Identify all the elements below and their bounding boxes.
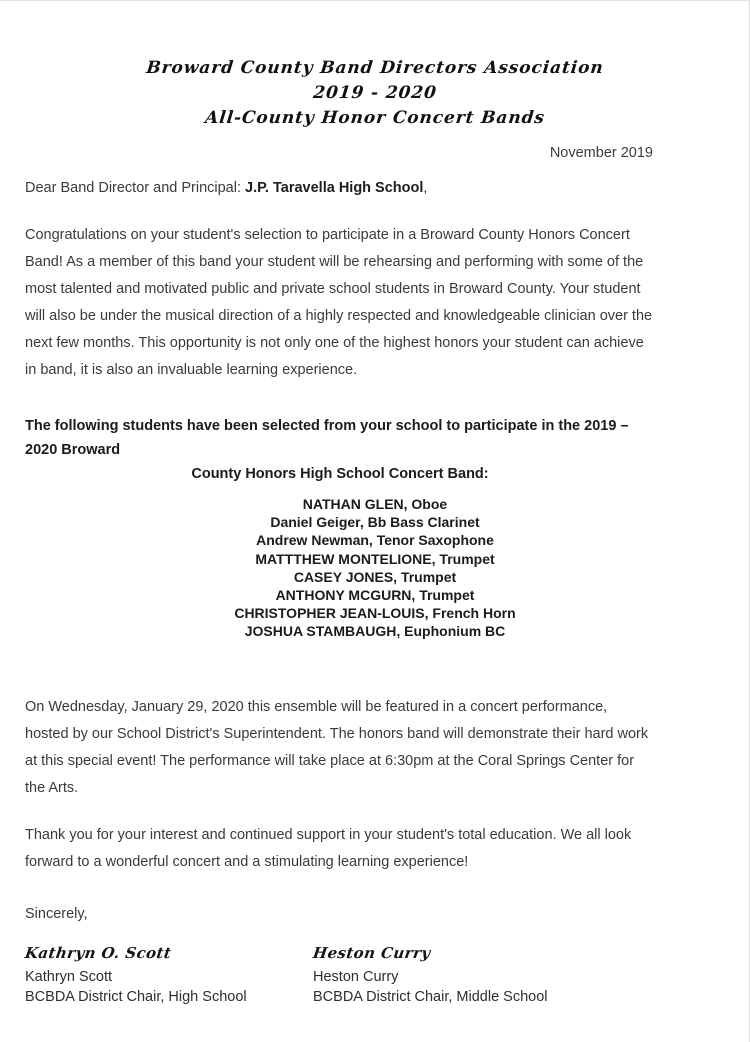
- selection-heading-line1: The following students have been selected from your school to participate in the 2019 – 2020 Broward: [25, 418, 629, 458]
- signature-block-middle-school: [313, 944, 613, 1007]
- letterhead-school-year: 2019 - 2020: [312, 83, 438, 103]
- salutation: [25, 180, 725, 196]
- student-row: Andrew Newman, Tenor Saxophone: [256, 532, 494, 549]
- handwritten-signature: Heston Curry: [311, 943, 432, 962]
- letterhead-program-title: All-County Honor Concert Bands: [204, 108, 546, 128]
- closing-sincerely: Sincerely,: [25, 905, 88, 922]
- student-row: NATHAN GLEN, Oboe: [302, 496, 448, 512]
- letterhead-organization: Broward County Band Directors Association: [145, 58, 605, 78]
- student-row: CASEY JONES, Trumpet: [293, 568, 457, 585]
- paragraph-concert-details: On Wednesday, January 29, 2020 this ensemble will be featured in a concert performance, hosted by our School District's Superintendent. The honors band will demonstrate their hard work at this special event! The performance will take place at 6:30pm at the Coral Springs Center for the Arts.: [25, 698, 649, 796]
- student-row: CHRISTOPHER JEAN-LOUIS, French Horn: [234, 605, 516, 622]
- salutation-suffix: ,: [423, 180, 428, 196]
- letterhead: [25, 56, 725, 131]
- student-row: ANTHONY MCGURN, Trumpet: [275, 587, 475, 604]
- signature-printed-name: Heston Curry: [313, 968, 399, 985]
- signature-printed-name: Kathryn Scott: [25, 968, 113, 985]
- handwritten-signature: Kathryn O. Scott: [23, 943, 173, 962]
- letter-sheet: [0, 1, 750, 1042]
- signature-title: BCBDA District Chair, Middle School: [313, 988, 548, 1005]
- selection-heading: [25, 414, 655, 486]
- paragraph-intro: Congratulations on your student's selection to participate in a Broward County Honors Concert Band! As a member of this band your student will be rehearsing and performing with some of the most talented and motivated public and private school students in Broward County. Your student will also be under the musical direction of a highly respected and knowledgeable clinician over the next few months. This opportunity is not only one of the highest honors your student can achieve in band, it is also an invaluable learning experience.: [25, 227, 653, 378]
- spacer-before-concert: [25, 641, 725, 694]
- paragraph-thank-you: Thank you for your interest and continued support in your student's total education. We all look forward to a wonderful concert and a stimulating learning experience!: [25, 826, 632, 870]
- letter-date: November 2019: [549, 145, 653, 161]
- signature-area: [25, 944, 725, 1007]
- selection-heading-line2: County Honors High School Concert Band:: [191, 466, 489, 482]
- student-row: MATTTHEW MONTELIONE, Trumpet: [255, 550, 495, 567]
- student-row: JOSHUA STAMBAUGH, Euphonium BC: [244, 623, 506, 640]
- signature-block-high-school: [25, 944, 313, 1007]
- salutation-prefix: Dear Band Director and Principal:: [25, 180, 246, 196]
- salutation-school-name: J.P. Taravella High School: [245, 180, 424, 196]
- student-row: Daniel Geiger, Bb Bass Clarinet: [270, 514, 480, 531]
- student-list: [25, 495, 725, 641]
- signature-title: BCBDA District Chair, High School: [25, 988, 247, 1005]
